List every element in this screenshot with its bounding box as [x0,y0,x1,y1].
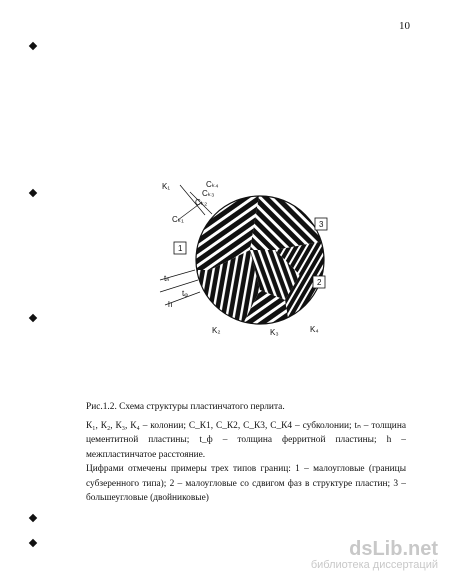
pearlite-structure-figure [150,180,340,340]
label-tc: tₙ [164,274,170,283]
watermark-logo: dsLib.net [349,538,438,560]
box-2-label: 2 [317,278,322,287]
watermark [311,538,438,571]
margin-mark [29,514,37,522]
box-3-label: 3 [319,220,324,229]
label-tf: tᵩ [182,289,188,298]
label-k4: K₄ [310,325,319,334]
label-h: h [168,300,173,309]
colonies [190,190,330,330]
figure-caption [86,400,406,506]
label-k3: K₃ [270,328,279,337]
label-c1: Cₖ₁ [172,215,184,224]
watermark-subtitle: библиотека диссертаций [310,559,438,571]
label-k1: K₁ [162,182,171,191]
label-c4: Cₖ₄ [206,180,219,189]
label-c2: Cₖ₂ [195,198,208,207]
caption-title: Рис.1.2. Схема структуры пластинчатого перлита. [86,402,285,412]
margin-mark [29,42,37,50]
caption-boundary-types: Цифрами отмечены примеры трех типов границ: 1 – малоугловые (границы субзеренного типа); 2 – малоугловые со сдвигом фаз в структуре пластин; 3 – большеугловые (двойниковые) [86,464,406,503]
pearlite-schematic [150,180,340,340]
label-k2: K₂ [212,326,221,335]
label-c3: Cₖ₃ [202,189,215,198]
margin-mark [29,314,37,322]
caption-legend: К₁, К₂, К₃, К₄ – колонии; С_К1, С_К2, С_К3, С_К4 – субколонии; tₙ – толщина цементитной пластины; t_ф – толщина ферритной пластины; h – межпластинчатое расстояние. [86,420,406,460]
box-1-label: 1 [178,244,183,253]
margin-mark [29,539,37,547]
page-number: 10 [399,20,410,32]
margin-mark [29,189,37,197]
